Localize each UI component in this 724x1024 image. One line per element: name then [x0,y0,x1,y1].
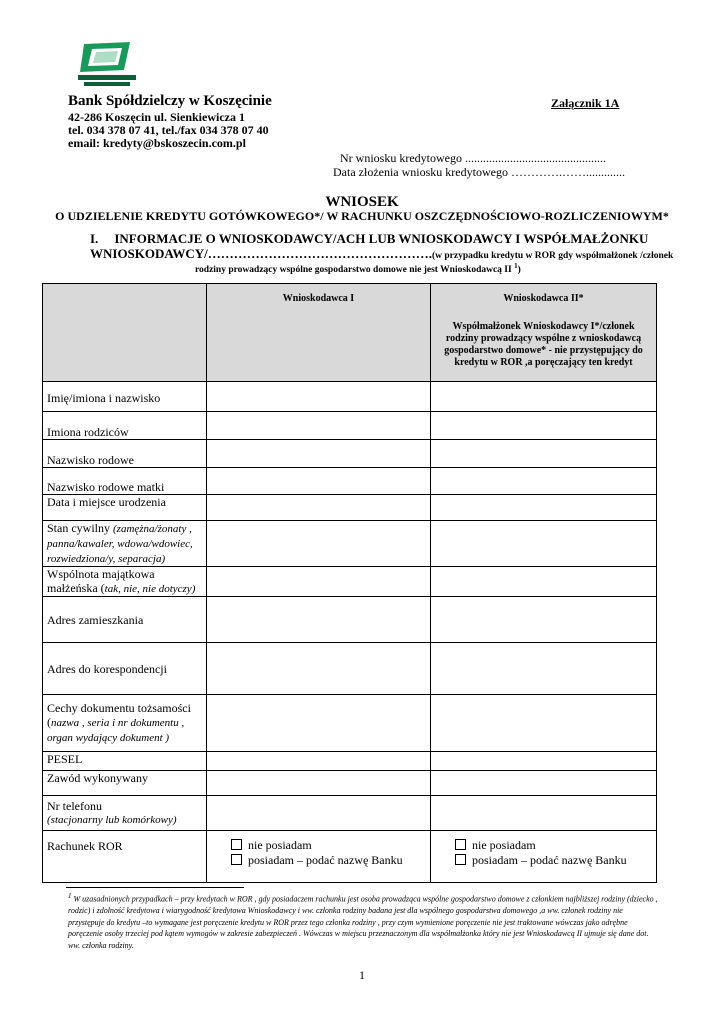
table-row [43,412,657,440]
section-note-a: (w przypadku kredytu w ROR gdy współmałżonek /członek [432,251,674,261]
row-label-id-document-paren: ( [47,715,51,729]
row-label-address [43,597,207,643]
input-name-applicant-2[interactable] [431,382,657,412]
header-applicant-2-label: Wnioskodawca II* [503,293,584,304]
input-phone-applicant-1[interactable] [207,796,431,831]
bank-phone: tel. 034 378 07 41, tel./fax 034 378 07 40 [68,123,269,137]
input-pesel-applicant-2[interactable] [431,752,657,771]
checkbox-icon[interactable] [231,854,242,865]
applicant-table [42,283,657,883]
ror-option-has-applicant-2[interactable] [455,853,652,868]
input-family-name-applicant-2[interactable] [431,440,657,468]
section-title: INFORMACJE O WNIOSKODAWCY/ACH LUB WNIOSKODAWCY I WSPÓŁMAŁŻONKU [114,231,649,246]
bank-logo-icon [78,40,136,90]
row-label-address-text: Adres zamieszkania [47,612,144,627]
table-row [43,567,657,597]
input-id-document-applicant-1[interactable] [207,695,431,752]
ror-options-applicant-2 [431,831,657,883]
row-label-property [43,567,207,597]
input-mother-name-applicant-1[interactable] [207,468,431,495]
row-label-civil-status [43,521,207,567]
table-row [43,771,657,796]
document-subtitle: O UDZIELENIE KREDYTU GOTÓWKOWEGO*/ W RACHUNKU OSZCZĘDNOŚCIOWO-ROZLICZENIOWYM* [55,209,669,223]
footnote [68,891,658,951]
input-civil-status-applicant-2[interactable] [431,521,657,567]
row-label-name [43,382,207,412]
input-civil-status-applicant-1[interactable] [207,521,431,567]
input-address-applicant-1[interactable] [207,597,431,643]
table-row [43,382,657,412]
header-blank-cell [43,284,207,382]
row-label-family-name [43,440,207,468]
ror-option-none-label: nie posiadam [248,838,312,852]
row-label-occupation-text: Zawód wykonywany [47,771,148,785]
input-occupation-applicant-2[interactable] [431,771,657,796]
ror-option-none-applicant-2[interactable] [455,838,652,853]
ror-option-none-applicant-1[interactable] [231,838,426,853]
row-label-property-text-2: małżeńska ( [47,581,105,595]
section-note-b: rodziny prowadzący wspólne gospodarstwo domowe nie jest Wnioskodawcą II [195,265,512,276]
row-label-mother-name [43,468,207,495]
bank-email: email: kredyty@bskoszecin.com.pl [68,136,246,150]
table-row [43,495,657,521]
footnote-text: W uzasadnionych przypadkach – przy kredytach w ROR , gdy posiadaczem rachunku jest osoba prowadząca wspólne gospodarstwo domowe z członkiem najbliższej rodziny (dziecko , rodzic) i zdolność kredytowa i wiarygodność kredytowa Wnioskodawcy i ww. członka rodziny badana jest dla wspólnego gospodarstwa domowego ,a ww. członek rodziny nie przystępuje do kredytu –to wymagane jest poręczenie kredytu w ROR przez tego członka rodziny , przy czym wymienione poręczenie nie jest traktowane wówczas jako odrębne poręczenie osoby trzeciej pod kątem wymogów w zakresie zabezpieczeń . Wówczas w miejscu przeznaczonym dla współmałżonka który nie jest Wnioskodawcą II ujmuje się dane dot. ww. członka rodziny. [68,894,658,950]
row-label-property-hint: tak, nie, nie dotyczy) [104,583,196,595]
table-row [43,521,657,567]
table-row [43,695,657,752]
row-label-parents [43,412,207,440]
application-date-field[interactable]: Data złożenia wniosku kredytowego ………….……............. [333,165,625,179]
section-heading [90,231,648,247]
input-pesel-applicant-1[interactable] [207,752,431,771]
header-applicant-1 [207,284,431,382]
ror-option-has-applicant-1[interactable] [231,853,426,868]
input-address-applicant-2[interactable] [431,597,657,643]
row-label-mother-name-text: Nazwisko rodowe matki [47,480,165,494]
table-row [43,752,657,771]
row-label-correspondence [43,643,207,695]
page-number: 1 [359,968,365,982]
section-note [195,262,521,275]
row-label-name-text: Imię/imiona i nazwisko [47,391,161,405]
header-applicant-1-label: Wnioskodawca I [282,293,355,304]
table-row [43,831,657,883]
section-heading-continued [90,246,673,262]
footnote-divider [66,887,244,888]
input-birth-applicant-1[interactable] [207,495,431,521]
input-occupation-applicant-1[interactable] [207,771,431,796]
table-row [43,643,657,695]
input-birth-applicant-2[interactable] [431,495,657,521]
table-row [43,796,657,831]
header-applicant-2 [431,284,657,382]
row-label-civil-status-text: Stan cywilny [47,521,113,535]
row-label-birth-text: Data i miejsce urodzenia [47,495,166,509]
row-label-ror-text: Rachunek ROR [47,839,123,853]
header-applicant-2-desc: Współmałżonek Wnioskodawcy I*/członek rodziny prowadzący wspólne z wnioskodawcą gospodarstwo domowe* - nie przystępujący do kredytu w ROR ,a poręczający ten kredyt [444,321,643,368]
ror-option-has-label: posiadam – podać nazwę Banku [248,853,403,867]
bank-logo [78,40,136,90]
bank-name: Bank Spółdzielczy w Koszęcinie [68,93,272,109]
row-label-pesel-text: PESEL [47,752,83,766]
table-row [43,468,657,495]
row-label-property-text: Wspólnota majątkowa [47,567,155,581]
row-label-correspondence-text: Adres do korespondencji [47,661,167,676]
row-label-civil-status-hint: (zamężna/żonaty , panna/kawaler, wdowa/wdowiec, rozwiedziona/y, separacja) [47,523,193,565]
row-label-id-document [43,695,207,752]
ror-option-none-label: nie posiadam [472,838,536,852]
section-note-sup: 1 [514,262,518,270]
application-number-field[interactable]: Nr wniosku kredytowego ............................................... [340,151,606,165]
row-label-pesel [43,752,207,771]
row-label-family-name-text: Nazwisko rodowe [47,453,134,467]
footnote-mark: 1 [68,892,72,900]
document-title: WNIOSEK [325,194,399,210]
input-correspondence-applicant-1[interactable] [207,643,431,695]
section-title-cont: WNIOSKODAWCY/……………………………………………. [90,246,432,261]
annex-label: Załącznik 1A [551,96,620,110]
row-label-occupation [43,771,207,796]
input-phone-applicant-2[interactable] [431,796,657,831]
checkbox-icon[interactable] [455,839,466,850]
row-label-id-document-hint: nazwa , seria i nr dokumentu , organ wydający dokument ) [47,717,185,744]
input-parents-applicant-2[interactable] [431,412,657,440]
table-row [43,597,657,643]
table-row [43,440,657,468]
input-id-document-applicant-2[interactable] [431,695,657,752]
checkbox-icon[interactable] [455,854,466,865]
row-label-ror [43,831,207,883]
input-property-applicant-2[interactable] [431,567,657,597]
row-label-parents-text: Imiona rodziców [47,425,129,439]
bank-address: 42-286 Koszęcin ul. Sienkiewicza 1 [68,110,245,124]
section-number: I. [90,231,99,246]
ror-options-applicant-1 [207,831,431,883]
ror-option-has-label: posiadam – podać nazwę Banku [472,853,627,867]
input-mother-name-applicant-2[interactable] [431,468,657,495]
input-name-applicant-1[interactable] [207,382,431,412]
input-family-name-applicant-1[interactable] [207,440,431,468]
row-label-phone-text: Nr telefonu [47,799,102,813]
section-note-end: ) [517,265,521,276]
input-correspondence-applicant-2[interactable] [431,643,657,695]
row-label-phone-hint: (stacjonarny lub komórkowy) [47,814,177,826]
input-property-applicant-1[interactable] [207,567,431,597]
row-label-phone [43,796,207,831]
row-label-id-document-text: Cechy dokumentu tożsamości [47,701,191,715]
table-header-row [43,284,657,382]
checkbox-icon[interactable] [231,839,242,850]
row-label-birth [43,495,207,521]
input-parents-applicant-1[interactable] [207,412,431,440]
